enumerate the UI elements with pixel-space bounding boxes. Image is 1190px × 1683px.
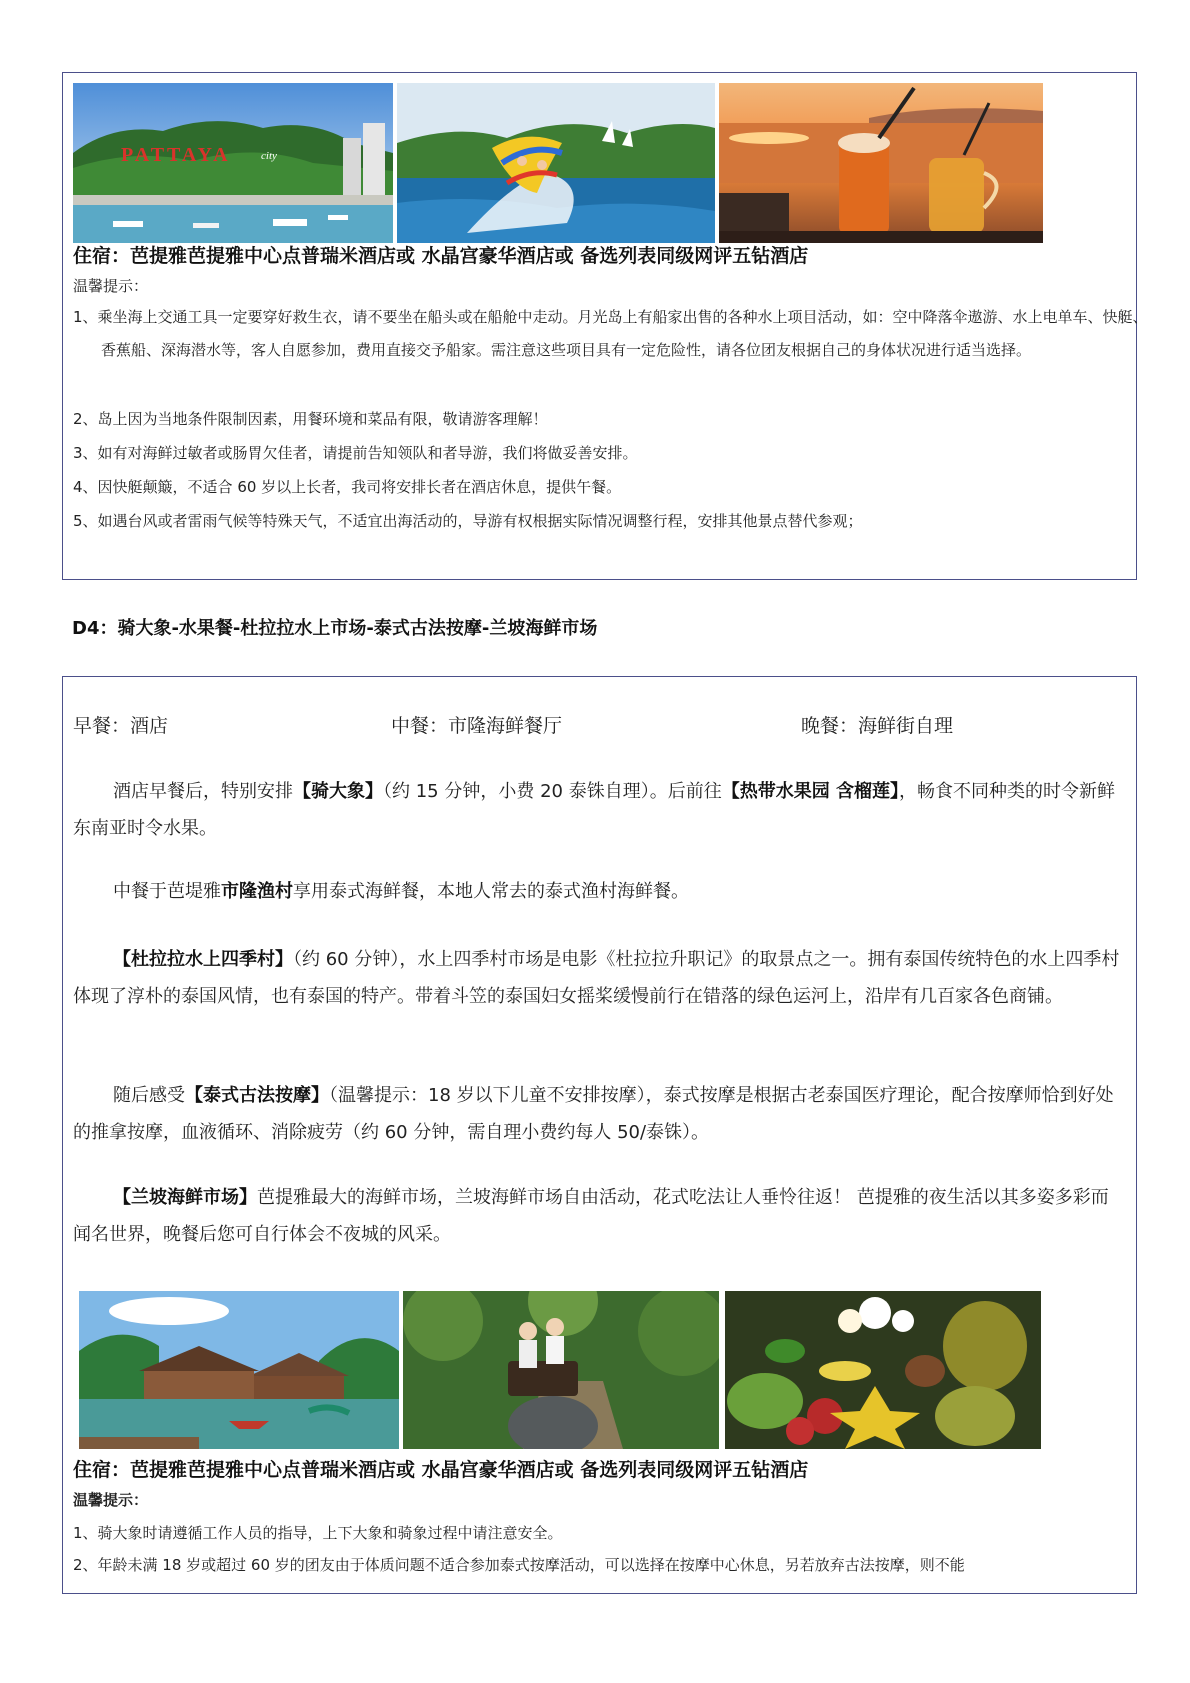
tip-item: 2、岛上因为当地条件限制因素，用餐环境和菜品有限，敬请游客理解！ [73,410,548,428]
paragraph-lunch [73,873,1123,910]
text: 酒店早餐后，特别安排 [113,781,293,802]
paragraph-seafood-market [73,1179,1123,1253]
text: ，畅食不同种类的时令新鲜东南亚时令水果。 [73,781,1115,839]
tip-item: 1、乘坐海上交通工具一定要穿好救生衣，请不要坐在船头或在船舱中走动。月光岛上有船家出售的各种水上项目活动，如：空中降落伞遨游、水上电单车、快艇、香蕉船、深海潜水等，客人自愿参加，费用直接交予船家。需注意这些项目具有一定危险性，请各位团友根据自己的身体状况进行适当选择。 [73,308,1148,359]
pattaya-city-sign-photo [73,83,393,243]
text: （约 15 分钟，小费 20 泰铢自理）。后前往 [383,781,722,802]
text: （温馨提示：18 岁以下儿童不安排按摩），泰式按摩是根据古老泰国医疗理论，配合按摩师恰到好处的推拿按摩，血液循环、消除疲劳（约 60 分钟，需自理小费约每人 50/泰铢）。 [73,1085,1114,1143]
text: 中餐于芭堤雅 [113,881,221,902]
highlight-fruit-garden: 【热带水果园 含榴莲】 [721,781,899,802]
tip-item: 3、如有对海鲜过敏者或肠胃欠佳者，请提前告知领队和者导游，我们将做妥善安排。 [73,444,638,462]
text: 芭提雅最大的海鲜市场，兰坡海鲜市场自由活动，花式吃法让人垂怜往返！ 芭提雅的夜生活以其多姿多彩而闻名世界，晚餐后您可自行体会不夜城的风采。 [73,1187,1109,1245]
day4-content-box [62,676,1137,1594]
pattaya-sign-text: PATTAYA [121,144,231,166]
dinner-info: 晚餐：海鲜街自理 [801,715,954,737]
tropical-fruit-photo [725,1291,1041,1449]
sunset-drinks-photo [719,83,1043,243]
highlight-fishing-village: 市隆渔村 [221,881,293,902]
elephant-ride-photo [403,1291,719,1449]
tip-item: 5、如遇台风或者雷雨气候等特殊天气，不适宜出海活动的，导游有权根据实际情况调整行程，安排其他景点替代参观； [73,512,863,530]
highlight-elephant: 【骑大象】 [293,781,383,802]
paragraph-massage [73,1077,1123,1151]
lunch-info: 中餐：市隆海鲜餐厅 [391,715,563,737]
breakfast-info: 早餐：酒店 [73,715,169,737]
floating-market-photo [79,1291,399,1449]
pattaya-sign-city-text: city [261,150,277,162]
highlight-thai-massage: 【泰式古法按摩】 [185,1085,329,1106]
stay-info: 住宿：芭提雅芭提雅中心点普瑞米酒店或 水晶宫豪华酒店或 备选列表同级网评五钻酒店 [73,245,809,267]
tip-item: 2、年龄未满 18 岁或超过 60 岁的团友由于体质问题不适合参加泰式按摩活动，可以选择在按摩中心休息，另若放弃古法按摩，则不能 [73,1556,965,1574]
highlight-seafood-market: 【兰坡海鲜市场】 [113,1187,257,1208]
tips-title: 温馨提示： [73,1491,149,1509]
tips-title: 温馨提示： [73,277,149,295]
paragraph-elephant-fruit [73,773,1123,847]
text: （约 60 分钟），水上四季村市场是电影《杜拉拉升职记》的取景点之一。拥有泰国传统特色的水上四季村体现了淳朴的泰国风情，也有泰国的特产。带着斗笠的泰国妇女摇桨缓慢前行在错落的绿色运河上，沿岸有几百家各色商铺。 [73,949,1120,1007]
text: 享用泰式海鲜餐，本地人常去的泰式渔村海鲜餐。 [293,881,689,902]
day3-content-box [62,72,1148,580]
day4-title: D4：骑大象-水果餐-杜拉拉水上市场-泰式古法按摩-兰坡海鲜市场 [72,618,598,639]
tip-item: 1、骑大象时请遵循工作人员的指导，上下大象和骑象过程中请注意安全。 [73,1524,563,1542]
banana-boat-photo [397,83,715,243]
highlight-floating-market: 【杜拉拉水上四季村】 [113,949,293,970]
paragraph-floating-market [73,941,1123,1015]
stay-info: 住宿：芭提雅芭提雅中心点普瑞米酒店或 水晶宫豪华酒店或 备选列表同级网评五钻酒店 [73,1459,809,1481]
text: 随后感受 [113,1085,185,1106]
tip-item: 4、因快艇颠簸，不适合 60 岁以上长者，我司将安排长者在酒店休息，提供午餐。 [73,478,622,496]
